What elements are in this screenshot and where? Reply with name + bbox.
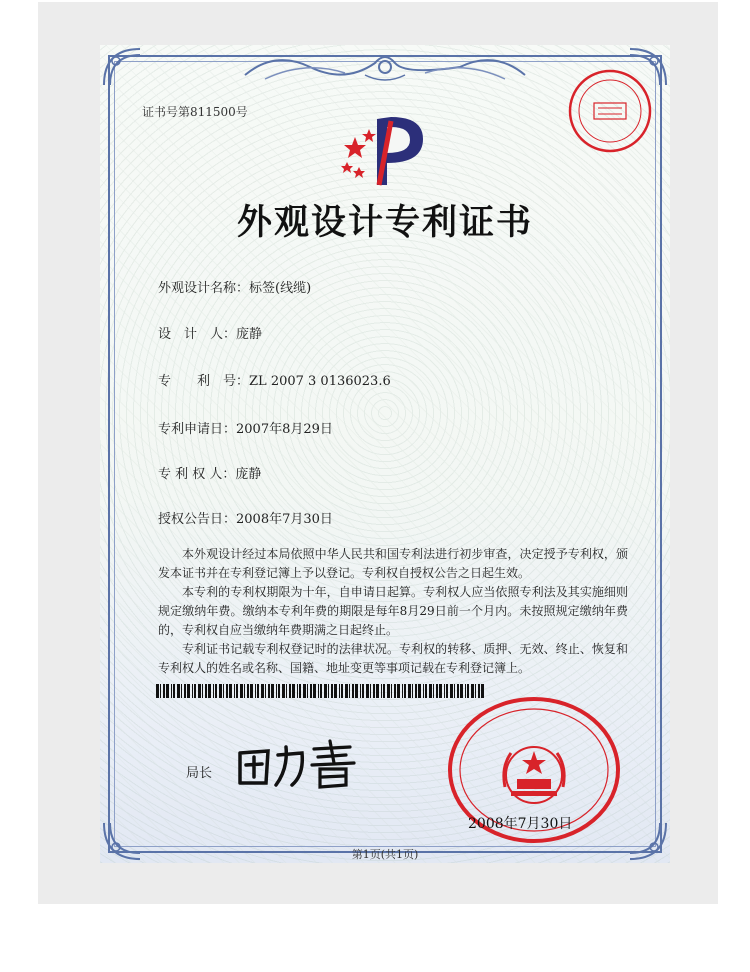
body-paragraph: 本专利的专利权期限为十年，自申请日起算。专利权人应当依照专利法及其实施细则规定缴纳年费。缴纳本专利年费的期限是每年8月29日前一个月内。未按照规定缴纳年费的，专利权自应当缴纳年费期满之日起终止。 xyxy=(158,585,628,637)
top-ornament-icon xyxy=(235,45,535,85)
field-value: ZL 2007 3 0136023.6 xyxy=(249,374,391,389)
issue-date: 2008年7月30日 xyxy=(468,816,573,832)
field-label: 设 计 人： xyxy=(158,327,237,342)
field-label: 专 利 权 人： xyxy=(158,467,236,482)
certificate-number: 证书号第811500号 xyxy=(142,105,248,119)
director-signature-icon xyxy=(230,735,360,795)
field-application-date xyxy=(158,418,333,437)
page-number: 第1页(共1页) xyxy=(351,848,419,861)
patent-office-emblem-icon xyxy=(335,107,435,189)
field-patentee xyxy=(158,463,261,482)
field-label: 授权公告日： xyxy=(158,512,237,527)
body-paragraph: 本外观设计经过本局依照中华人民共和国专利法进行初步审查，决定授予专利权，颁发本证书并在专利登记簿上予以登记。专利权自授权公告之日起生效。 xyxy=(158,547,628,580)
field-label: 外观设计名称： xyxy=(158,281,250,296)
field-patent-number xyxy=(158,370,391,389)
field-value: 2008年7月30日 xyxy=(236,512,333,527)
barcode xyxy=(156,684,486,698)
field-value: 庞静 xyxy=(235,467,262,482)
field-design-name xyxy=(158,277,311,296)
body-paragraph: 专利证书记载专利权登记时的法律状况。专利权的转移、质押、无效、终止、恢复和专利权人的姓名或名称、国籍、地址变更等事项记载在专利登记簿上。 xyxy=(158,642,628,675)
field-value: 2007年8月29日 xyxy=(236,422,333,437)
certificate-paper xyxy=(100,45,670,863)
field-grant-date xyxy=(158,508,333,527)
certificate-title: 外观设计专利证书 xyxy=(236,203,533,243)
field-value: 标签(线缆) xyxy=(249,281,312,296)
director-label: 局长 xyxy=(186,766,213,781)
stamp-tax-seal-icon xyxy=(566,67,654,155)
field-label: 专 利 号： xyxy=(158,374,250,389)
field-label: 专利申请日： xyxy=(158,422,237,437)
corner-ornament-icon xyxy=(100,45,146,91)
field-designer xyxy=(158,323,262,342)
field-value: 庞静 xyxy=(236,327,263,342)
certificate-body xyxy=(158,545,628,678)
